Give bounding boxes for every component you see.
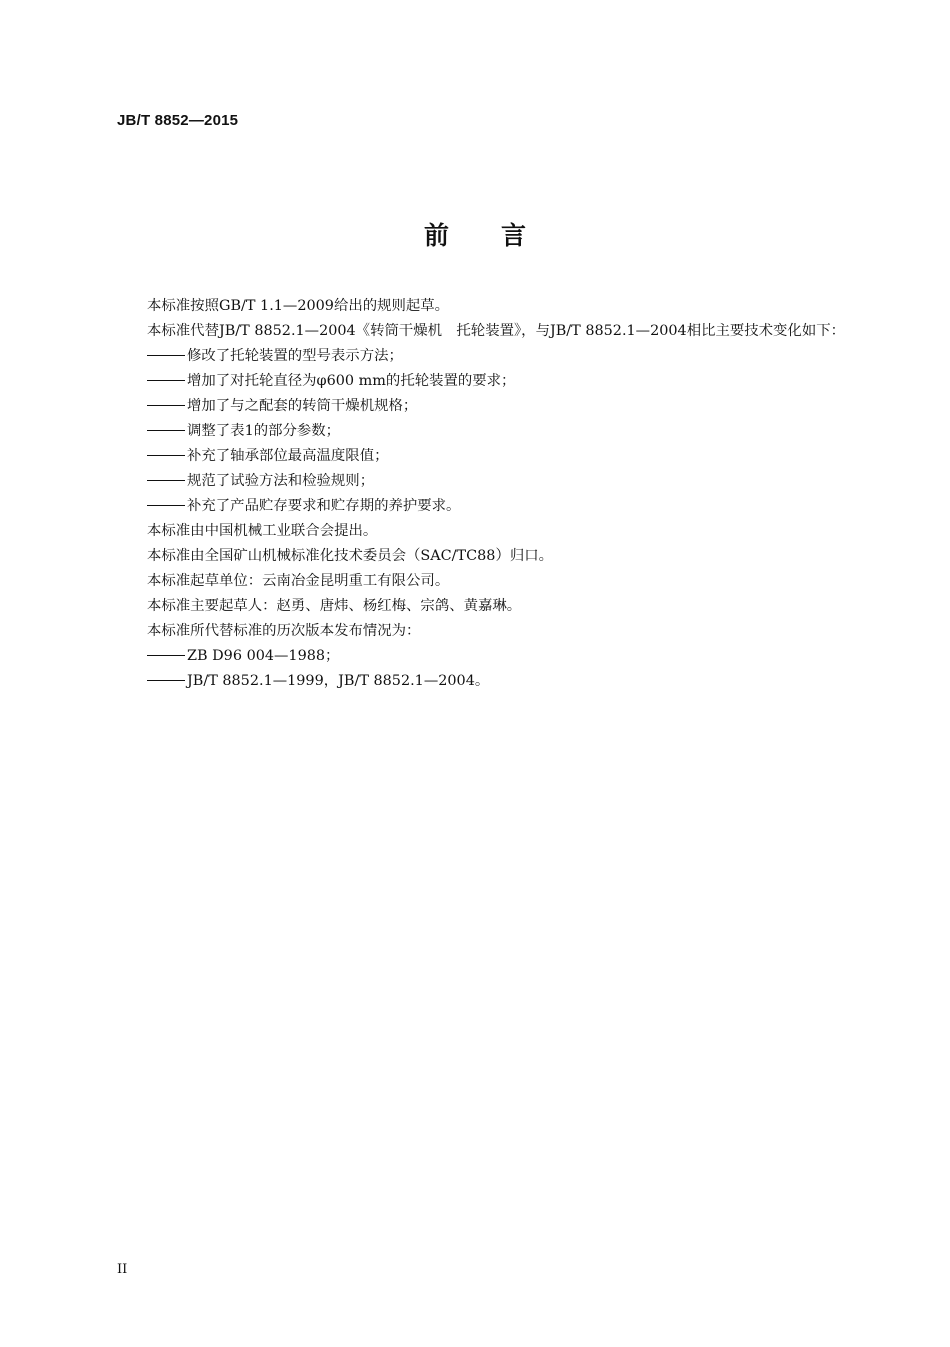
- drafting-rule-paragraph: 本标准按照GB/T 1.1—2009给出的规则起草。: [147, 298, 450, 314]
- drafters-statement: 本标准主要起草人：赵勇、唐炜、杨红梅、宗鸽、黄嘉琳。: [147, 598, 522, 614]
- dash-marker: [147, 505, 185, 506]
- history-item: [117, 669, 863, 694]
- proposer-statement: 本标准由中国机械工业联合会提出。: [147, 523, 378, 539]
- dash-marker: [147, 480, 185, 481]
- change-item: [117, 394, 863, 419]
- foreword-body: [117, 294, 863, 694]
- committee-statement: 本标准由全国矿山机械标准化技术委员会（SAC/TC88）归口。: [147, 548, 554, 564]
- dash-marker: [147, 355, 185, 356]
- history-intro-statement: 本标准所代替标准的历次版本发布情况为：: [147, 623, 421, 639]
- drafting-unit-statement: 本标准起草单位：云南冶金昆明重工有限公司。: [147, 573, 450, 589]
- dash-marker: [147, 655, 185, 656]
- change-text: 调整了表1的部分参数；: [187, 423, 341, 439]
- change-text: 补充了产品贮存要求和贮存期的养护要求。: [187, 498, 461, 514]
- dash-marker: [147, 680, 185, 681]
- history-text: JB/T 8852.1—1999，JB/T 8852.1—2004。: [187, 673, 490, 689]
- dash-marker: [147, 380, 185, 381]
- change-item: [117, 469, 863, 494]
- history-text: ZB D96 004—1988；: [187, 648, 340, 664]
- change-item: [117, 444, 863, 469]
- change-text: 修改了托轮装置的型号表示方法；: [187, 348, 403, 364]
- page-title: 前言: [423, 221, 578, 250]
- dash-marker: [147, 405, 185, 406]
- change-text: 规范了试验方法和检验规则；: [187, 473, 375, 489]
- page-number: II: [117, 1262, 128, 1277]
- dash-marker: [147, 455, 185, 456]
- history-item: [117, 644, 863, 669]
- change-item: [117, 369, 863, 394]
- change-text: 增加了对托轮直径为φ600 mm的托轮装置的要求；: [187, 373, 516, 389]
- change-item: [117, 419, 863, 444]
- change-text: 补充了轴承部位最高温度限值；: [187, 448, 389, 464]
- change-item: [117, 494, 863, 519]
- change-item: [117, 344, 863, 369]
- dash-marker: [147, 430, 185, 431]
- replacement-paragraph: 本标准代替JB/T 8852.1—2004《转筒干燥机 托轮装置》，与JB/T 8852.1—2004相比主要技术变化如下：: [147, 323, 845, 339]
- standard-code: JB/T 8852—2015: [117, 112, 239, 129]
- change-text: 增加了与之配套的转筒干燥机规格；: [187, 398, 418, 414]
